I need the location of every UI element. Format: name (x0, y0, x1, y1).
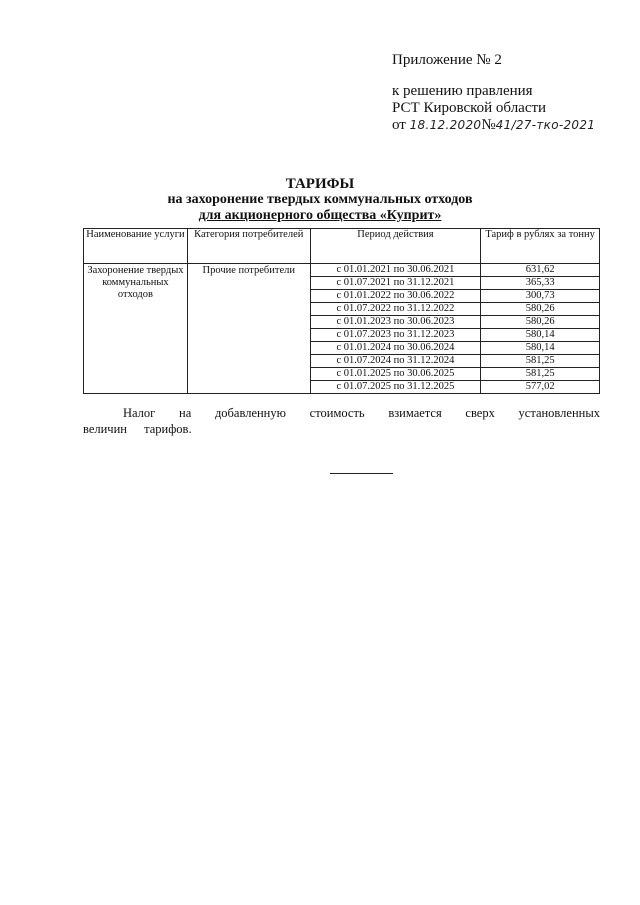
period-cell: с 01.01.2021 по 30.06.2021 (310, 264, 481, 277)
tariff-cell: 300,73 (481, 290, 600, 303)
header-consumer: Категория потребителей (187, 229, 310, 264)
appendix-date-line (392, 117, 632, 134)
period-cell: с 01.07.2025 по 31.12.2025 (310, 381, 481, 394)
number-prefix: № (481, 117, 496, 133)
period-cell: с 01.01.2025 по 30.06.2025 (310, 368, 481, 381)
period-cell: с 01.01.2022 по 30.06.2022 (310, 290, 481, 303)
period-cell: с 01.07.2021 по 31.12.2021 (310, 277, 481, 290)
tariff-cell: 365,33 (481, 277, 600, 290)
header-tariff: Тариф в рублях за тонну (481, 229, 600, 264)
vat-note: Налог на добавленную стоимость взимается сверх установленных величин тарифов. (83, 406, 600, 436)
period-cell: с 01.07.2024 по 31.12.2024 (310, 355, 481, 368)
appendix-line-decision: к решению правления (392, 83, 533, 99)
title-company: для акционерного общества «Куприт» (198, 208, 442, 223)
tariff-cell: 580,26 (481, 303, 600, 316)
document-title (0, 176, 640, 224)
appendix-number: Приложение № 2 (392, 52, 502, 68)
date-prefix: от (392, 117, 406, 133)
tariff-cell: 581,25 (481, 355, 600, 368)
handwritten-number: 41/27-тко-2021 (495, 118, 596, 132)
tariff-table (83, 228, 600, 394)
consumer-cell: Прочие потребители (187, 264, 310, 394)
tariff-cell: 580,26 (481, 316, 600, 329)
appendix-block (392, 52, 632, 134)
service-cell: Захоронение твердых коммунальных отходов (84, 264, 188, 394)
handwritten-date: 18.12.2020 (409, 118, 482, 132)
separator-line (330, 473, 393, 474)
tariff-cell: 580,14 (481, 342, 600, 355)
table-row (84, 264, 600, 277)
period-cell: с 01.07.2023 по 31.12.2023 (310, 329, 481, 342)
period-cell: с 01.01.2023 по 30.06.2023 (310, 316, 481, 329)
appendix-line-authority: РСТ Кировской области (392, 100, 547, 116)
period-cell: с 01.01.2024 по 30.06.2024 (310, 342, 481, 355)
header-service: Наименование услуги (84, 229, 188, 264)
title-subtitle: на захоронение твердых коммунальных отходов (167, 192, 473, 207)
period-cell: с 01.07.2022 по 31.12.2022 (310, 303, 481, 316)
header-period: Период действия (310, 229, 481, 264)
tariff-cell: 580,14 (481, 329, 600, 342)
tariff-cell: 577,02 (481, 381, 600, 394)
title-main: ТАРИФЫ (285, 176, 355, 192)
tariff-cell: 581,25 (481, 368, 600, 381)
tariff-cell: 631,62 (481, 264, 600, 277)
table-header-row (84, 229, 600, 264)
